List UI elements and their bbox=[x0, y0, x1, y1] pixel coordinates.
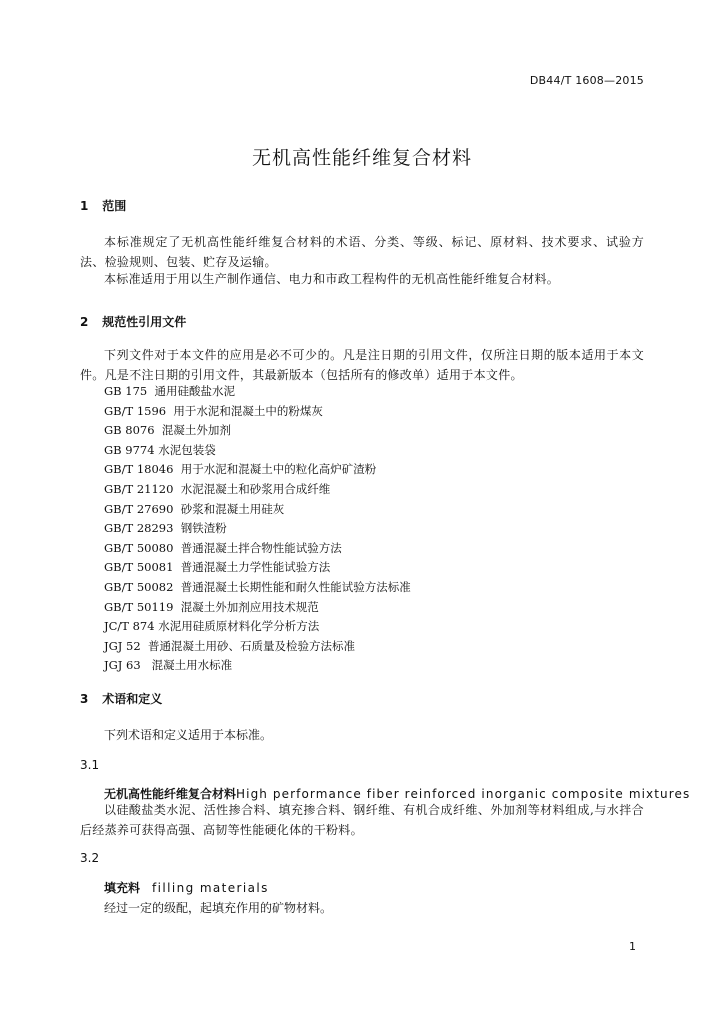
reference-item: GB/T 50080 普通混凝土拌合物性能试验方法 bbox=[104, 540, 342, 555]
section-number: 2 bbox=[80, 315, 89, 329]
reference-item: GB/T 21120 水泥混凝土和砂浆用合成纤维 bbox=[104, 481, 331, 496]
term-3-2-definition: 经过一定的级配，起填充作用的矿物材料。 bbox=[104, 901, 333, 915]
term-name-cn: 填充料 bbox=[104, 881, 141, 895]
page-number: 1 bbox=[629, 940, 636, 953]
term-3-2 bbox=[104, 879, 269, 896]
term-3-1 bbox=[104, 785, 690, 802]
normative-intro: 下列文件对于本文件的应用是必不可少的。凡是注日期的引用文件，仅所注日期的版本适用于本文件。凡是不注日期的引用文件，其最新版本（包括所有的修改单）适用于本文件。 bbox=[80, 348, 644, 382]
reference-item: GB/T 50082 普通混凝土长期性能和耐久性能试验方法标准 bbox=[104, 579, 411, 594]
clause-3-1-number: 3.1 bbox=[80, 758, 100, 772]
reference-item: GB/T 50081 普通混凝土力学性能试验方法 bbox=[104, 560, 331, 575]
terms-intro: 下列术语和定义适用于本标准。 bbox=[104, 728, 273, 742]
term-name-cn: 无机高性能纤维复合材料 bbox=[104, 787, 237, 801]
reference-item: GB 175 通用硅酸盐水泥 bbox=[104, 384, 236, 398]
section-1-heading bbox=[80, 197, 126, 214]
reference-item: GB 9774 水泥包装袋 bbox=[104, 442, 216, 457]
scope-paragraph-2: 本标准适用于用以生产制作通信、电力和市政工程构件的无机高性能纤维复合材料。 bbox=[104, 272, 560, 286]
section-number: 1 bbox=[80, 199, 89, 213]
reference-item: GB/T 50119 混凝土外加剂应用技术规范 bbox=[104, 599, 319, 614]
section-title: 规范性引用文件 bbox=[102, 315, 187, 329]
reference-item: GB/T 1596 用于水泥和混凝土中的粉煤灰 bbox=[104, 403, 323, 418]
section-number: 3 bbox=[80, 692, 89, 706]
reference-list bbox=[104, 382, 411, 676]
term-name-en: High performance fiber reinforced inorganic composite mixtures bbox=[236, 787, 691, 801]
section-3-heading bbox=[80, 690, 162, 707]
section-title: 术语和定义 bbox=[102, 692, 163, 706]
reference-item: JC/T 874 水泥用硅质原材料化学分析方法 bbox=[104, 619, 320, 634]
section-title: 范围 bbox=[102, 199, 127, 213]
scope-paragraph-1: 本标准规定了无机高性能纤维复合材料的术语、分类、等级、标记、原材料、技术要求、试验方法、检验规则、包装、贮存及运输。 bbox=[80, 235, 644, 269]
reference-item: GB/T 28293 钢铁渣粉 bbox=[104, 521, 227, 536]
section-2-heading bbox=[80, 313, 186, 330]
reference-item: JGJ 63 混凝土用水标准 bbox=[104, 658, 233, 673]
term-name-en: filling materials bbox=[152, 881, 269, 895]
document-code: DB44/T 1608—2015 bbox=[529, 74, 644, 87]
reference-item: GB/T 27690 砂浆和混凝土用硅灰 bbox=[104, 501, 285, 516]
clause-3-2-number: 3.2 bbox=[80, 851, 100, 865]
term-3-1-definition: 以硅酸盐类水泥、活性掺合料、填充掺合料、钢纤维、有机合成纤维、外加剂等材料组成,与水拌合后经蒸养可获得高强、高韧等性能硬化体的干粉料。 bbox=[80, 803, 644, 837]
reference-item: GB 8076 混凝土外加剂 bbox=[104, 423, 231, 438]
reference-item: JGJ 52 普通混凝土用砂、石质量及检验方法标准 bbox=[104, 638, 356, 653]
reference-item: GB/T 18046 用于水泥和混凝土中的粒化高炉矿渣粉 bbox=[104, 462, 377, 477]
document-title: 无机高性能纤维复合材料 bbox=[251, 147, 472, 169]
